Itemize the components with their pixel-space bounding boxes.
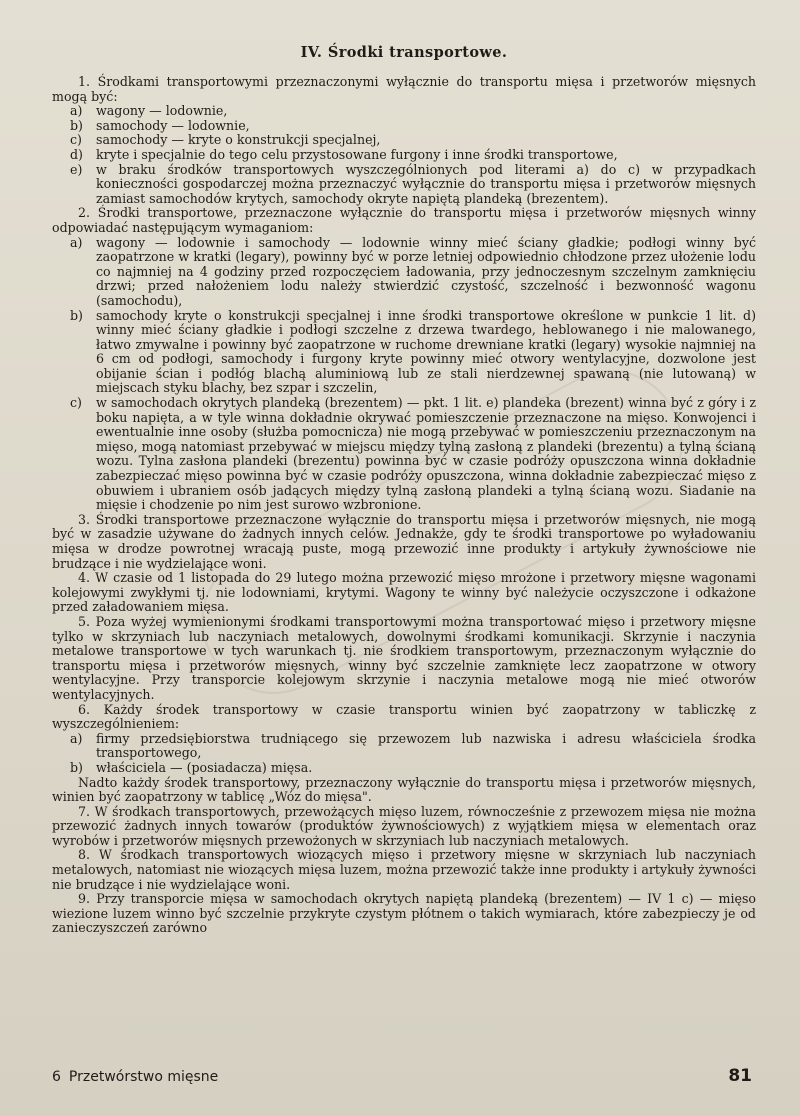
section-4: 4. W czasie od 1 listopada do 29 lutego można przewozić mięso mrożone i przetwory mięsne wagonami kolejowymi zwykłymi tj. nie lodowniami, krytymi. Wagony te winny być należycie oczyszczone i odkażone przed załadowaniem mięsa. — [52, 570, 756, 615]
section-6-list — [52, 732, 756, 776]
list-item: a) wagony — lodownie, — [70, 103, 228, 119]
section-6-intro: 6. Każdy środek transportowy w czasie transportu winien być zaopatrzony w tabliczkę z wyszczególnieniem: — [52, 701, 756, 732]
section-2-intro: 2. Środki transportowe, przeznaczone wyłącznie do transportu mięsa i przetworów mięsnych winny odpowiadać następującym wymaganiom: — [52, 205, 756, 235]
page-title: IV. Środki transportowe. — [300, 44, 508, 61]
section-9: 9. Przy transporcie mięsa w samochodach okrytych napiętą plandeką (brezentem) — IV 1 c) — mięso wiezione luzem winno być szczelnie przykryte czystym płótnem o takich wymiarach, które zabezpieczy je od zanieczyszczeń zarówno — [52, 891, 756, 936]
list-item: b) samochody kryte o konstrukcji specjalnej i inne środki transportowe określone w punkcie 1 lit. d) winny mieć ściany gładkie i podłogi szczelne z drzewa twardego, heblowanego i nie malowanego, łatwo zmywalne i powinny być zaopatrzone w ruchome drewniane kratki (legary) wysokie najmniej na 6 cm od podłogi, samochody i furgony kryte powinny mieć otwory wentylacyjne, dozwolone jest obijanie ścian i podłóg blachą aluminiową lub ze stali nierdzewnej spawaną (nie lutowaną) w miejscach styku blachy, bez szpar i szczelin, — [70, 307, 756, 396]
section-6-note: Nadto każdy środek transportowy, przeznaczony wyłącznie do transportu mięsa i przetworów mięsnych, winien być zaopatrzony w tablicę „Wóz do mięsa". — [52, 774, 756, 805]
section-1-list — [52, 104, 756, 206]
list-item: c) samochody — kryte o konstrukcji specjalnej, — [70, 132, 381, 148]
section-2-list — [52, 236, 756, 513]
list-item: a) firmy przedsiębiorstwa trudniącego się przewozem lub nazwiska i adresu właściciela środka transportowego, — [70, 730, 756, 761]
footer-section-number: 6 — [52, 1069, 61, 1085]
list-item: e) w braku środków transportowych wyszczególnionych pod literami a) do c) w przypadkach konieczności gospodarczej można przeznaczyć wyłącznie do transportu mięsa i przetworów mięsnych zamiast samochodów krytych, samochody okryte napiętą plandeką (brezentem). — [70, 161, 756, 206]
page-number: 81 — [728, 1066, 752, 1086]
list-item: b) samochody — lodownie, — [70, 117, 250, 133]
document-body — [52, 75, 756, 936]
footer-label: Przetwórstwo mięsne — [68, 1069, 219, 1085]
page-footer — [52, 1066, 752, 1086]
section-5: 5. Poza wyżej wymienionymi środkami transportowymi można transportować mięso i przetwory mięsne tylko w skrzyniach lub naczyniach metalowych, dowolnymi środkami komunikacji. Skrzynie i naczynia metalowe transportowe w tych warunkach tj. nie środkiem transportowym, przeznaczonym wyłącznie do transportu mięsa i przetworów mięsnych, winny być szczelnie zamknięte lecz zaopatrzone w otwory wentylacyjne. Przy transporcie kolejowym skrzynie i naczynia metalowe mogą nie mieć otworów wentylacyjnych. — [52, 613, 756, 702]
running-footer — [52, 1069, 218, 1085]
section-7: 7. W środkach transportowych, przewożących mięso luzem, równocześnie z przewozem mięsa nie można przewozić żadnych innych towarów (produktów żywnościowych) z wyjątkiem mięsa w elementach oraz wyrobów i przetworów mięsnych przewożonych w skrzyniach lub naczyniach metalowych. — [52, 803, 756, 848]
section-1-intro: 1. Środkami transportowymi przeznaczonymi wyłącznie do transportu mięsa i przetworów mięsnych mogą być: — [52, 74, 756, 104]
list-item: b) właściciela — (posiadacza) mięsa. — [70, 759, 313, 775]
list-item: a) wagony — lodownie i samochody — lodownie winny mieć ściany gładkie; podłogi winny być zaopatrzone w kratki (legary), powinny być w porze letniej odpowiednio chłodzone przez ułożenie lodu co najmniej na 4 godziny przed rozpoczęciem ładowania, przy jednoczesnym szczelnym zamknięciu drzwi; przed nałożeniem lodu należy stwierdzić czystość, szczelność i bezwonność wagonu (samochodu), — [70, 234, 756, 308]
section-3: 3. Środki transportowe przeznaczone wyłącznie do transportu mięsa i przetworów mięsnych, nie mogą być w zasadzie używane do żadnych innych celów. Jednakże, gdy te środki transportowe po wyładowaniu mięsa w drodze powrotnej wracają puste, mogą przewozić inne produkty i artykuły żywnościowe nie brudzące i nie wydzielające woni. — [52, 511, 756, 571]
list-item: d) kryte i specjalnie do tego celu przystosowane furgony i inne środki transportowe, — [70, 146, 618, 162]
list-item: c) w samochodach okrytych plandeką (brezentem) — pkt. 1 lit. e) plandeka (brezent) winna być z góry i z boku napięta, a w tyle winna dokładnie okrywać pomieszczenie przeznaczone na mięso. Konwojenci i ewentualnie inne osoby (służba pomocnicza) nie mogą przebywać w pomieszczeniu przeznaczonym na mięso, mogą natomiast przebywać w miejscu między tylną zasłoną z plandeki (brezentu) a tylną ścianą wozu. Tylna zasłona plandeki (brezentu) powinna być w czasie podróży opuszczona winna dokładnie zabezpieczać mięso powinna być w czasie podróży opuszczona, winna dokładnie zabezpieczać mięso z obuwiem i ubraniem osób jadących między tylną zasłoną plandeki a tylną ścianą wozu. Siadanie na mięsie i chodzenie po nim jest surowo wzbronione. — [70, 395, 756, 513]
section-8: 8. W środkach transportowych wiozących mięso i przetwory mięsne w skrzyniach lub naczyniach metalowych, natomiast nie wiozących mięsa luzem, można przewozić także inne produkty i artykuły żywności nie brudzące i nie wydzielające woni. — [52, 847, 756, 892]
